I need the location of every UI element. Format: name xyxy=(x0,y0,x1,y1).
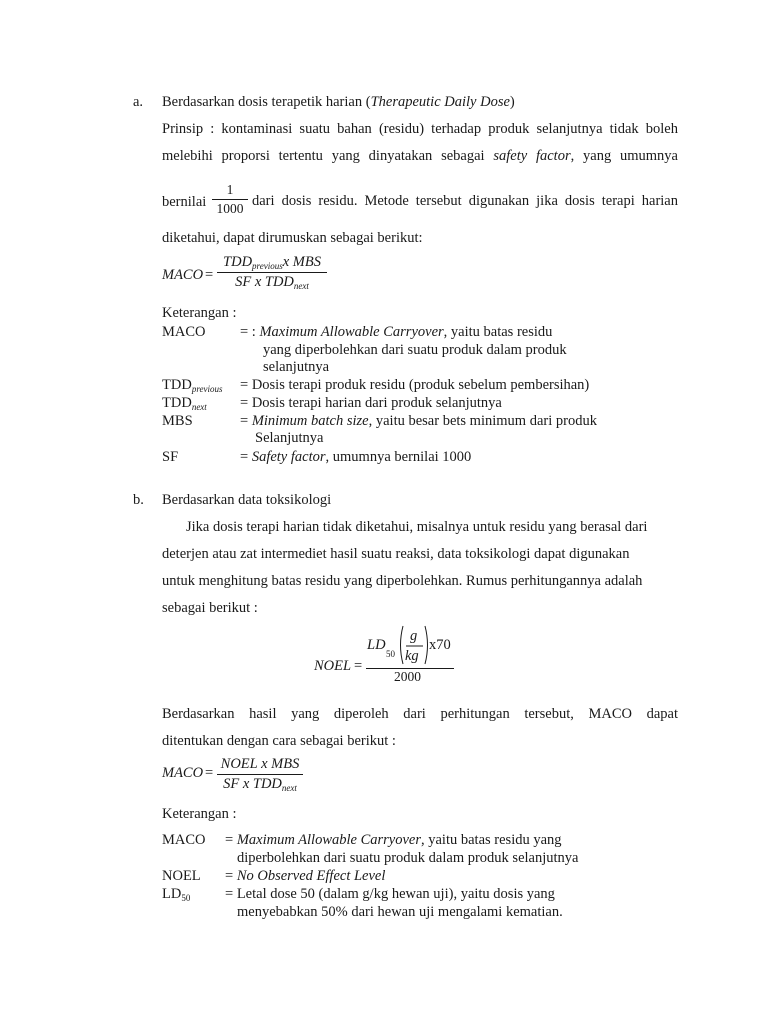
section-b-paragraph-2: Berdasarkan hasil yang diperoleh dari perhitungan tersebut, MACO dapat ditentukan dengan cara sebagai berikut : xyxy=(162,706,678,749)
section-a-line4: diketahui, dapat dirumuskan sebagai berikut: xyxy=(162,230,423,246)
section-a-paragraph: Prinsip : kontaminasi suatu bahan (residu) terhadap produk selanjutnya tidak boleh melebihi proporsi tertentu yang dinyatakan sebagai safety factor, yang umumnya xyxy=(162,121,678,164)
section-a-line3: dari dosis residu. Metode tersebut digunakan jika dosis terapi harian xyxy=(252,193,678,209)
keterangan-b-title: Keterangan : xyxy=(162,806,237,822)
section-a-heading: Berdasarkan dosis terapetik harian (Therapeutic Daily Dose) xyxy=(162,94,515,110)
section-b-marker: b. xyxy=(133,492,144,508)
keterangan-a-title: Keterangan : xyxy=(162,305,237,321)
section-a-marker: a. xyxy=(133,94,144,110)
bernilai-label: bernilai xyxy=(162,194,207,210)
section-b-heading: Berdasarkan data toksikologi xyxy=(162,492,332,508)
fraction-1-1000: 1 1000 xyxy=(212,182,248,217)
